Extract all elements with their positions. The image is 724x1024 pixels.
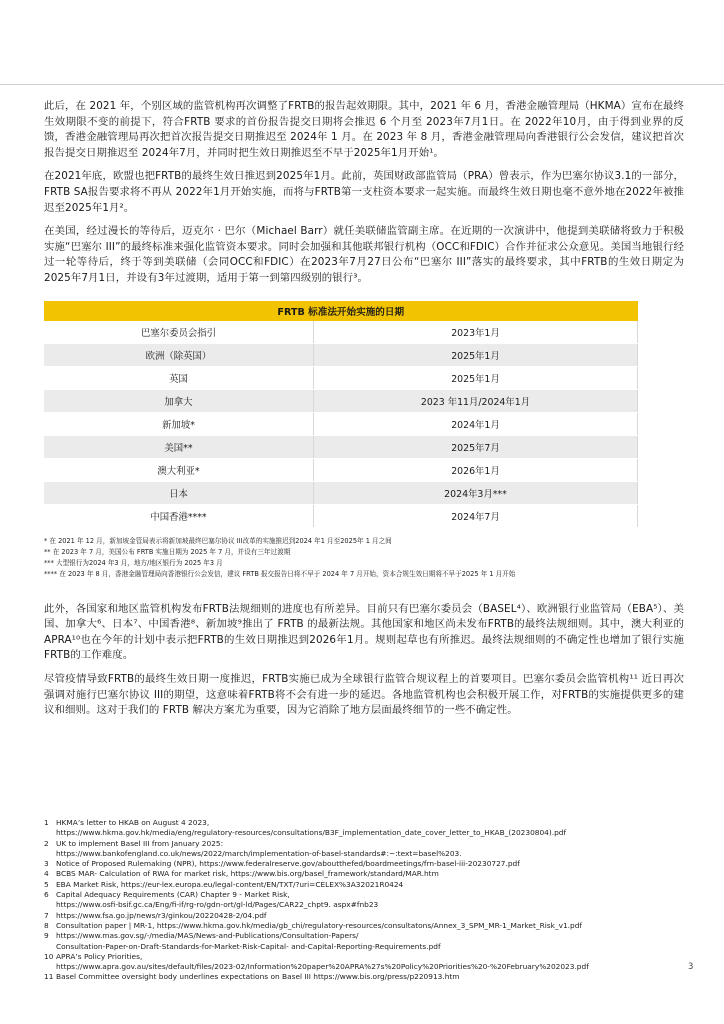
- footnote-text[interactable]: https://www.osfi-bsif.gc.ca/Eng/fi-if/rg-ro/gdn-ort/gl-ld/Pages/CAR22_chpt9. aspx#fnb23: [56, 900, 379, 910]
- table-cell-date: 2023年1月: [314, 321, 638, 344]
- table-cell-date: 2024年1月: [314, 412, 638, 435]
- paragraph-us: 在美国，经过漫长的等待后，迈克尔 · 巴尔（Michael Barr）就任美联储监管副主席。在近期的一次演讲中，他提到美联储将致力于积极实施“巴塞尔 III”的最终标准来强化监管资本要求。同时会加强和其他联邦银行机构（OCC和FDIC）合作并征求公众意见。美国当地银行经过一轮等待后，终于等到美联储（会同OCC和FDIC）在2023年7月27日公布“巴塞尔 III”落实的最终要求，其中FRTB的生效日期定为2025年7月1日，并设有3年过渡期，适用于第一到第四级别的银行³。: [44, 225, 684, 284]
- footnote-line: [44, 818, 694, 828]
- footnote-number: 5: [44, 879, 49, 889]
- table-cell-date: 2023 年11月/2024年1月: [314, 389, 638, 412]
- table-body: [44, 321, 638, 528]
- footnote-line: [44, 900, 694, 910]
- table-notes: [44, 536, 638, 580]
- table-cell-region: 欧洲（除英国）: [44, 343, 314, 366]
- table-cell-date: 2025年1月: [314, 343, 638, 366]
- footnote-number: 2: [44, 838, 49, 848]
- table-cell-region: 美国**: [44, 435, 314, 458]
- footnote-line: [44, 931, 694, 941]
- footnote-number: 9: [44, 931, 49, 941]
- table-row: [44, 321, 638, 344]
- footnote-number: 8: [44, 920, 49, 930]
- header-rule: [0, 84, 724, 85]
- footnote-number: [44, 828, 56, 838]
- footnote-text[interactable]: https://www.hkma.gov.hk/media/eng/regulatory-resources/consultations/B3F_implementation_date_cover_letter_to_HKAB_(20230804).pdf: [56, 828, 567, 838]
- page-number: 3: [688, 962, 694, 972]
- footnote-line: [44, 921, 694, 931]
- footnote-number: 4: [44, 869, 49, 879]
- table-note: **** 在 2023 年 8 月，香港金融管理局向香港银行公会发信，建议 FRTB 报交报告日将不早于 2024 年 7 月开始，资本合规生效日期将不早于2025 年 1 月开始: [44, 569, 516, 578]
- table-cell-region: 加拿大: [44, 389, 314, 412]
- table-cell-region: 巴塞尔委员会指引: [44, 321, 314, 344]
- footnote-line: [44, 849, 694, 859]
- table-cell-region: 澳大利亚*: [44, 458, 314, 481]
- footnote-text: Capital Adequacy Requirements (CAR) Chapter 9 - Market Risk,: [56, 890, 290, 900]
- table-cell-region: 日本: [44, 481, 314, 504]
- table-cell-region: 英国: [44, 366, 314, 389]
- table-title: FRTB 标准法开始实施的日期: [44, 301, 638, 321]
- footnote-text: Consultation-Paper-on-Draft-Standards-for-Market-Risk-Capital- and-Capital-Reporting-Requirements.pdf: [56, 941, 441, 951]
- frtb-dates-table: [44, 301, 638, 528]
- paragraph-eu-uk: 在2021年底，欧盟也把FRTB的最终生效日推迟到2025年1月。此前，英国财政部监管局（PRA）曾表示，作为巴塞尔协议3.1的一部分，FRTB SA报告要求将不再从 2022年1月开始实施，而将与FRTB第一支柱资本要求一起实施。而最终生效日期也毫不意外地在2022年被推迟至2025年1月²。: [44, 170, 684, 214]
- paragraph-conclusion: 尽管疫情导致FRTB的最终生效日期一度推迟，FRTB实施已成为全球银行监管合规议程上的首要项目。巴塞尔委员会监管机构¹¹ 近日再次强调对施行巴塞尔协议 III的期望，这意味着FRTB将不会有进一步的延迟。各地监管机构也会积极开展工作，对FRTB的实施提供更多的建议和细则。这对于我们的 FRTB 解决方案尤为重要，因为它消除了地方层面最终细节的一些不确定性。: [44, 672, 684, 717]
- footnote-text: HKMA’s letter to HKAB on August 4 2023,: [56, 818, 210, 827]
- table-cell-region: 中国香港****: [44, 504, 314, 527]
- footnote-text[interactable]: https://www.fsa.go.jp/news/r3/ginkou/20220428-2/04.pdf: [56, 910, 267, 920]
- footnote-number: 7: [44, 910, 49, 920]
- footnote-text[interactable]: EBA Market Risk, https://eur-lex.europa.eu/legal-content/EN/TXT/?uri=CELEX%3A32021R0424: [56, 879, 404, 889]
- footnote-text[interactable]: Consultation paper | MR-1, https://www.hkma.gov.hk/media/gb_chi/regulatory-resources/consultatons/Annex_3_SPM_MR-1_Market_Risk_v1.pdf: [56, 920, 582, 930]
- footnote-number: [44, 942, 56, 952]
- main-content: [44, 99, 684, 727]
- footnote-line: [44, 890, 694, 900]
- footnote-line: [44, 942, 694, 952]
- footnote-number: 11: [44, 972, 54, 982]
- footnote-text[interactable]: BCBS MAR- Calculation of RWA for market risk, https://www.bis.org/basel_framework/standard/MAR.htm: [56, 869, 439, 879]
- table-row: [44, 504, 638, 527]
- footnote-line: [44, 962, 694, 972]
- footnote-number: [44, 962, 56, 972]
- footnote-text[interactable]: https://www.bankofengland.co.uk/news/2022/march/implementation-of-basel-standards#:~:text=basel%203.: [56, 848, 462, 858]
- footnote-number: 1: [44, 818, 49, 827]
- footnote-number: [44, 849, 56, 859]
- footnote-line: [44, 859, 694, 869]
- footnote-line: [44, 880, 694, 890]
- footnotes: [44, 818, 694, 983]
- footnote-text[interactable]: https://www.apra.gov.au/sites/default/files/2023-02/Information%20paper%20APRA%27s%20Policy%20Priorities%20-%20February%202023.pdf: [56, 962, 589, 972]
- table-row: [44, 435, 638, 458]
- table-row: [44, 366, 638, 389]
- footnote-line: [44, 911, 694, 921]
- footnote-line: [44, 952, 694, 962]
- footnote-line: [44, 972, 694, 982]
- paragraph-hkma: 此后，在 2021 年，个别区域的监管机构再次调整了FRTB的报告起效期限。其中，2021 年 6 月，香港金融管理局（HKMA）宣布在最终生效期限不变的前提下，符合FRTB 要求的首份报告提交日期将会推迟 6 个月至 2023年7月1日。在 2022年10月，由于得到业界的反馈，香港金融管理局再次把首次报告提交日期推迟至 2024年 1 月。在 2023 年 8 月，香港金融管理局向香港银行公会发信，建议把首次报告提交日期推迟至 2024年7月，并同时把生效日期推迟至不早于2025年1月开始¹。: [44, 100, 684, 159]
- table-note: *** 大型银行为2024 年3 月，地方/地区银行为 2025 年3 月: [44, 558, 223, 567]
- table-row: [44, 412, 638, 435]
- table-row: [44, 458, 638, 481]
- footnote-line: [44, 828, 694, 838]
- footnote-line: [44, 869, 694, 879]
- table-cell-date: 2024年7月: [314, 504, 638, 527]
- footnote-text[interactable]: Notice of Proposed Rulemaking (NPR), https://www.federalreserve.gov/aboutthefed/boardmeetings/frn-basel-iii-20230727.pdf: [56, 859, 520, 869]
- footnote-text: UK to implement Basel III from January 2025:: [56, 838, 224, 848]
- paragraph-regulation-progress: 此外，各国家和地区监管机构发布FRTB法规细则的进度也有所差异。目前只有巴塞尔委员会（BASEL⁴）、欧洲银行业监管局（EBA⁵）、美国、加拿大⁶、日本⁷、中国香港⁸、新加坡⁹推出了 FRTB 的最新法规。其他国家和地区尚未发布FRTB的最终法规细则。其中，澳大利亚的APRA¹⁰也在今年的计划中表示把FRTB的生效日期推迟到2026年1月。规则起草也有所推迟。最终法规细则的不确定性也增加了银行实施FRTB的工作难度。: [44, 602, 684, 662]
- footnote-text[interactable]: Basel Committee oversight body underlines expectations on Basel III https://www.bis.org/press/p220913.htm: [56, 972, 460, 982]
- table-note: ** 在 2023 年 7 月，美国公布 FRTB 实施日期为 2025 年 7 月，并设有三年过渡期: [44, 547, 291, 556]
- section-regulations: [44, 602, 684, 719]
- table-cell-date: 2026年1月: [314, 458, 638, 481]
- footnote-number: 6: [44, 890, 49, 900]
- table-cell-date: 2025年1月: [314, 366, 638, 389]
- footnote-text[interactable]: https://www.mas.gov.sg/-/media/MAS/News-and-Publications/Consultation-Papers/: [56, 931, 359, 941]
- table-cell-date: 2024年3月***: [314, 481, 638, 504]
- table-cell-region: 新加坡*: [44, 412, 314, 435]
- footnote-text: APRA’s Policy Priorities,: [56, 951, 143, 961]
- frtb-dates-table-wrap: [44, 301, 638, 580]
- table-row: [44, 343, 638, 366]
- table-cell-date: 2025年7月: [314, 435, 638, 458]
- footnote-number: 3: [44, 859, 49, 869]
- footnote-number: 10: [44, 951, 54, 961]
- footnote-line: [44, 839, 694, 849]
- table-note: * 在 2021 年 12 月，新加坡金管局表示将新加坡最终巴塞尔协议 III改革的实施推迟到2024 年1 月至2025年 1 月之间: [44, 536, 392, 545]
- table-row: [44, 481, 638, 504]
- footnote-number: [44, 900, 56, 910]
- table-row: [44, 389, 638, 412]
